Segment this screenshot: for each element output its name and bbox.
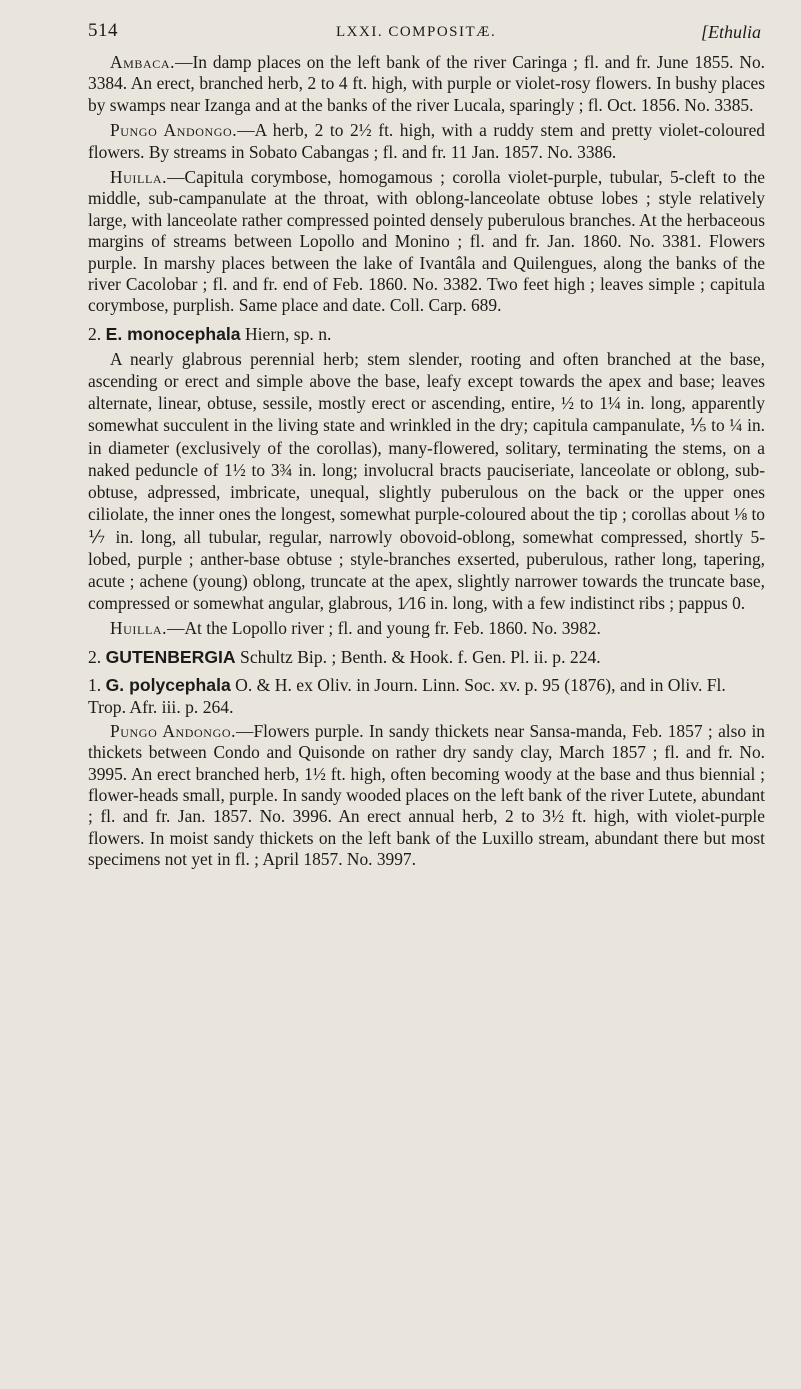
paragraph-text: —In damp places on the left bank of the river Caringa ; fl. and fr. June 1855. No. 3384. An erect, branched herb, 2 to 4 ft. high, with purple or violet-rosy flowers. In bushy places by swamps near Izanga and at the banks of the river Lucala, sparingly ; fl. Oct. 1856. No. 3385. [88, 52, 765, 115]
paragraph-huilla [88, 167, 765, 317]
species-author: Hiern, sp. n. [244, 323, 332, 344]
species-number: 2. [88, 323, 102, 344]
locality-label: Pungo Andongo. [110, 120, 238, 141]
species-author: O. & H. ex Oliv. in Journ. Linn. Soc. xv. p. 95 (1876), and in Oliv. Fl. Trop. Afr. iii. p. 264. [88, 674, 726, 717]
running-head: LXXI. COMPOSITÆ. [336, 24, 497, 40]
paragraph-text: —At the Lopollo river ; fl. and young fr. Feb. 1860. No. 3982. [167, 618, 601, 639]
paragraph-pungo-andongo-final [88, 721, 765, 871]
paragraph-text: —A herb, 2 to 2½ ft. high, with a ruddy stem and pretty violet-coloured flowers. By streams in Sobato Cabangas ; fl. and fr. 11 Jan. 1857. No. 3386. [88, 120, 765, 162]
genus-author: Schultz Bip. ; Benth. & Hook. f. Gen. Pl. ii. p. 224. [240, 646, 601, 667]
paragraph-text: —Capitula corymbose, homogamous ; corolla violet-purple, tubular, 5-cleft to the middle, sub-campanulate at the throat, with oblong-lanceolate obtuse lobes ; style relatively large, with lanceolate rather compressed pointed densely puberulous branches. At the herbaceous margins of streams between Lopollo and Monino ; fl. and fr. Jan. 1860. No. 3381. Flowers purple. In marshy places between the lake of Ivantâla and Quilengues, along the banks of the river Cacolobar ; fl. and fr. end of Feb. 1860. No. 3382. Two feet high ; leaves simple ; capitula corymbose, purplish. Same place and date. Coll. Carp. 689. [88, 167, 765, 316]
species-1-heading [88, 674, 765, 718]
page-number: 514 [88, 20, 118, 41]
species-description: A nearly glabrous perennial herb; stem slender, rooting and often branched at the base, ascending or erect and simple above the base, leafy except towards the apex and base; leaves alternate, linear, obtuse, sessile, mostly erect or ascending, entire, ½ to 1¼ in. long, apparently somewhat succulent in the living state and wrinkled in the dry; capitula campanulate, ⅕ to ¼ in. in diameter (exclusively of the corollas), many-flowered, solitary, terminating the stems, on a naked peduncle of 1½ to 3¾ in. long; involucral bracts pauciseriate, lanceolate or oblong, sub-obtuse, adpressed, imbricate, unequal, slightly puberulous on the back or the upper ones ciliolate, the inner ones the longest, somewhat purple-coloured about the tip ; corollas about ⅛ to ⅐ in. long, all tubular, regular, narrowly obovoid-oblong, somewhat compressed, shortly 5-lobed, purple ; anther-base obtuse ; style-branches exserted, puberulous, rather long, tapering, acute ; achene (young) oblong, truncate at the apex, slightly narrower towards the truncate base, compressed or somewhat angular, glabrous, 1⁄16 in. long, with a few indistinct ribs ; pappus 0. [88, 348, 765, 614]
paragraph-text: —Flowers purple. In sandy thickets near Sansa-manda, Feb. 1857 ; also in thickets between Condo and Quisonde on rather dry sandy clay, March 1857 ; fl. and fr. No. 3995. An erect branched herb, 1½ ft. high, often becoming woody at the base and thus biennial ; flower-heads small, purple. In sandy wooded places on the left bank of the river Lutete, abundant ; fl. and fr. Jan. 1857. No. 3996. An erect annual herb, 2 to 3½ ft. high, with violet-purple flowers. In moist sandy thickets on the left bank of the Luxillo stream, abundant there but most specimens not yet in fl. ; April 1857. No. 3997. [88, 720, 765, 870]
locality-label: Pungo Andongo. [110, 720, 237, 741]
running-genus: [Ethulia [700, 22, 761, 42]
locality-label: Huilla. [110, 618, 168, 639]
paragraph-huilla-locality [88, 618, 765, 639]
species-heading [88, 323, 765, 345]
genus-name: GUTENBERGIA [105, 646, 236, 667]
locality-label: Ambaca. [110, 52, 176, 72]
genus-number: 2. [88, 646, 102, 667]
paragraph-ambaca [88, 52, 765, 116]
species-name: G. polycephala [105, 674, 231, 695]
species-number: 1. [88, 674, 102, 695]
genus-heading [88, 646, 765, 668]
locality-label: Huilla. [110, 167, 168, 188]
paragraph-pungo-andongo [88, 120, 765, 163]
species-name: E. monocephala [105, 323, 241, 344]
